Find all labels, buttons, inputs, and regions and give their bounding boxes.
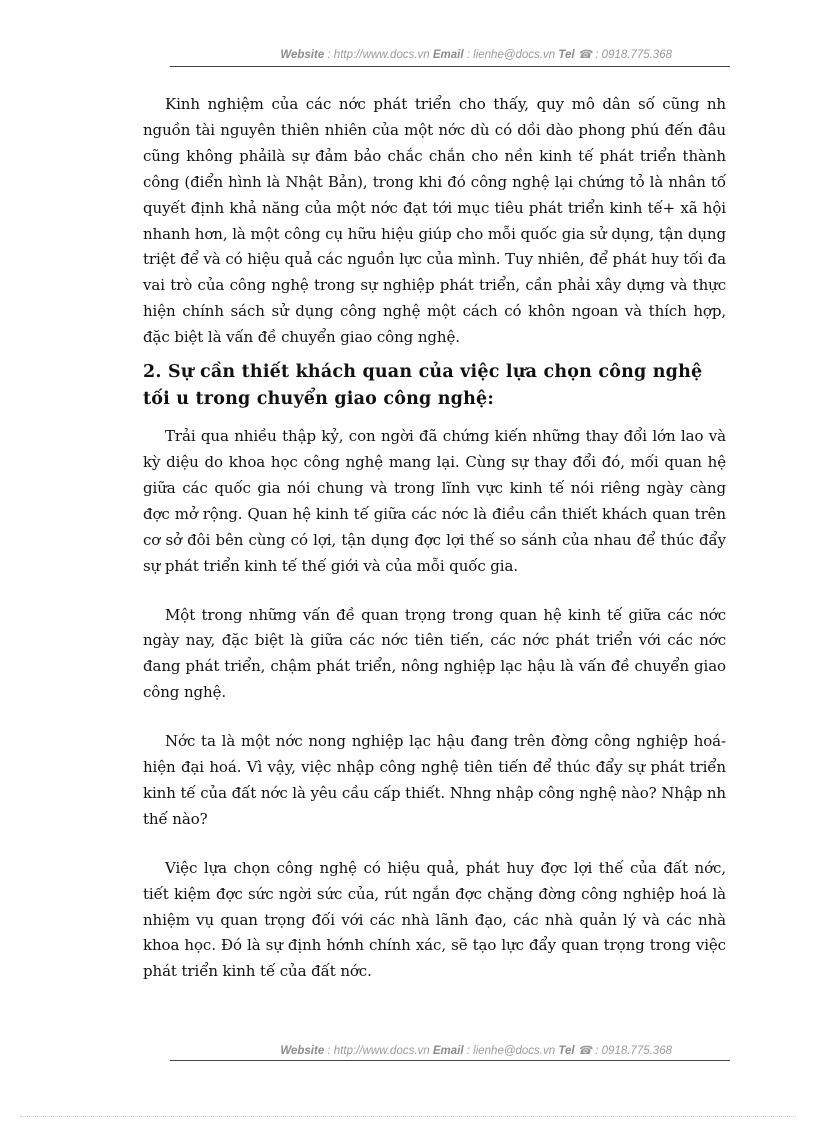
header-tel-value: ☎ : 0918.775.368 bbox=[574, 49, 672, 61]
paragraph-5: Việc lựa chọn công nghệ có hiệu quả, phát huy đợc lợi thế của đất nớc, tiết kiệm đợc sức ngời sức của, rút ngắn đợc chặng đờng công nghiệp hoá là nhiệm vụ quan trọng đối với các nhà lãnh đạo, các nhà quản lý và các nhà khoa học. Đó là sự định hớnh chính xác, sẽ tạo lực đẩy quan trọng trong việc phát triển kinh tế của đất nớc. bbox=[143, 858, 726, 981]
header-website-label: Website bbox=[280, 49, 325, 61]
paragraph-3: Một trong những vấn đề quan trọng trong quan hệ kinh tế giữa các nớc ngày nay, đặc biệt là giữa các nớc tiên tiến, các nớc phát triển với các nớc đang phát triển, chậm phát triển, nông nghiệp lạc hậu là vấn đề chuyển giao công nghệ. bbox=[143, 605, 726, 702]
footer-email-label: Email bbox=[432, 1045, 464, 1057]
header-tel-label: Tel bbox=[558, 49, 575, 61]
header-email-label: Email bbox=[432, 49, 464, 61]
footer-tel-label: Tel bbox=[558, 1045, 575, 1057]
paragraph-4: Nớc ta là một nớc nong nghiệp lạc hậu đang trên đờng công nghiệp hoá- hiện đại hoá. Vì vậy, việc nhập công nghệ tiên tiến để thúc đẩy sự phát triển kinh tế của đất nớc là yêu cầu cấp thiết. Nhng nhập công nghệ nào? Nhập nh thế nào? bbox=[143, 732, 726, 828]
paragraph-gap bbox=[143, 706, 726, 729]
page-bottom-border bbox=[20, 1116, 796, 1117]
footer-email-value[interactable]: : lienhe@docs.vn bbox=[463, 1045, 559, 1057]
paragraph-gap bbox=[143, 580, 726, 603]
footer-website-label: Website bbox=[280, 1045, 325, 1057]
header-website-url[interactable]: : http://www.docs.vn bbox=[324, 49, 433, 61]
header-divider bbox=[170, 66, 730, 67]
footer-tel-value: ☎ : 0918.775.368 bbox=[574, 1045, 672, 1057]
footer-divider bbox=[170, 1060, 730, 1061]
document-body bbox=[143, 92, 726, 985]
footer-website-url[interactable]: : http://www.docs.vn bbox=[324, 1045, 433, 1057]
page-header bbox=[170, 47, 730, 61]
section-heading: 2. Sự cần thiết khách quan của việc lựa chọn công nghệ tối u trong chuyển giao công nghệ: bbox=[143, 362, 703, 410]
paragraph-2: Trải qua nhiều thập kỷ, con ngời đã chứng kiến những thay đổi lớn lao và kỳ diệu do khoa học công nghệ mang lại. Cùng sự thay đổi đó, mối quan hệ giữa các quốc gia nói chung và trong lĩnh vực kinh tế nói riêng ngày càng đợc mở rộng. Quan hệ kinh tế giữa các nớc là điều cần thiết khách quan trên cơ sở đôi bên cùng có lợi, tận dụng đợc lợi thế so sánh của nhau để thúc đẩy sự phát triển kinh tế thế giới và của mỗi quốc gia. bbox=[143, 427, 726, 575]
page-footer bbox=[170, 1043, 730, 1057]
header-email-value[interactable]: : lienhe@docs.vn bbox=[463, 49, 559, 61]
paragraph-1: Kinh nghiệm của các nớc phát triển cho thấy, quy mô dân số cũng nh nguồn tài nguyên thiên nhiên của một nớc dù có dồi dào phong phú đến đâu cũng không phảilà sự đảm bảo chắc chắn cho nền kinh tế phát triển thành công (điển hình là Nhật Bản), trong khi đó công nghệ lại chứng tỏ là nhân tố quyết định khả năng của một nớc đạt tới mục tiêu phát triển kinh tế+ xã hội nhanh hơn, là một công cụ hữu hiệu giúp cho mỗi quốc gia sử dụng, tận dụng triệt để và có hiệu quả các nguồn lực của mình. Tuy nhiên, để phát huy tối đa vai trò của công nghệ trong sự nghiệp phát triển, cần phải xây dựng và thực hiện chính sách sử dụng công nghệ một cách có khôn ngoan và thích hợp, đặc biệt là vấn đề chuyển giao công nghệ. bbox=[143, 95, 726, 347]
paragraph-gap bbox=[143, 833, 726, 856]
